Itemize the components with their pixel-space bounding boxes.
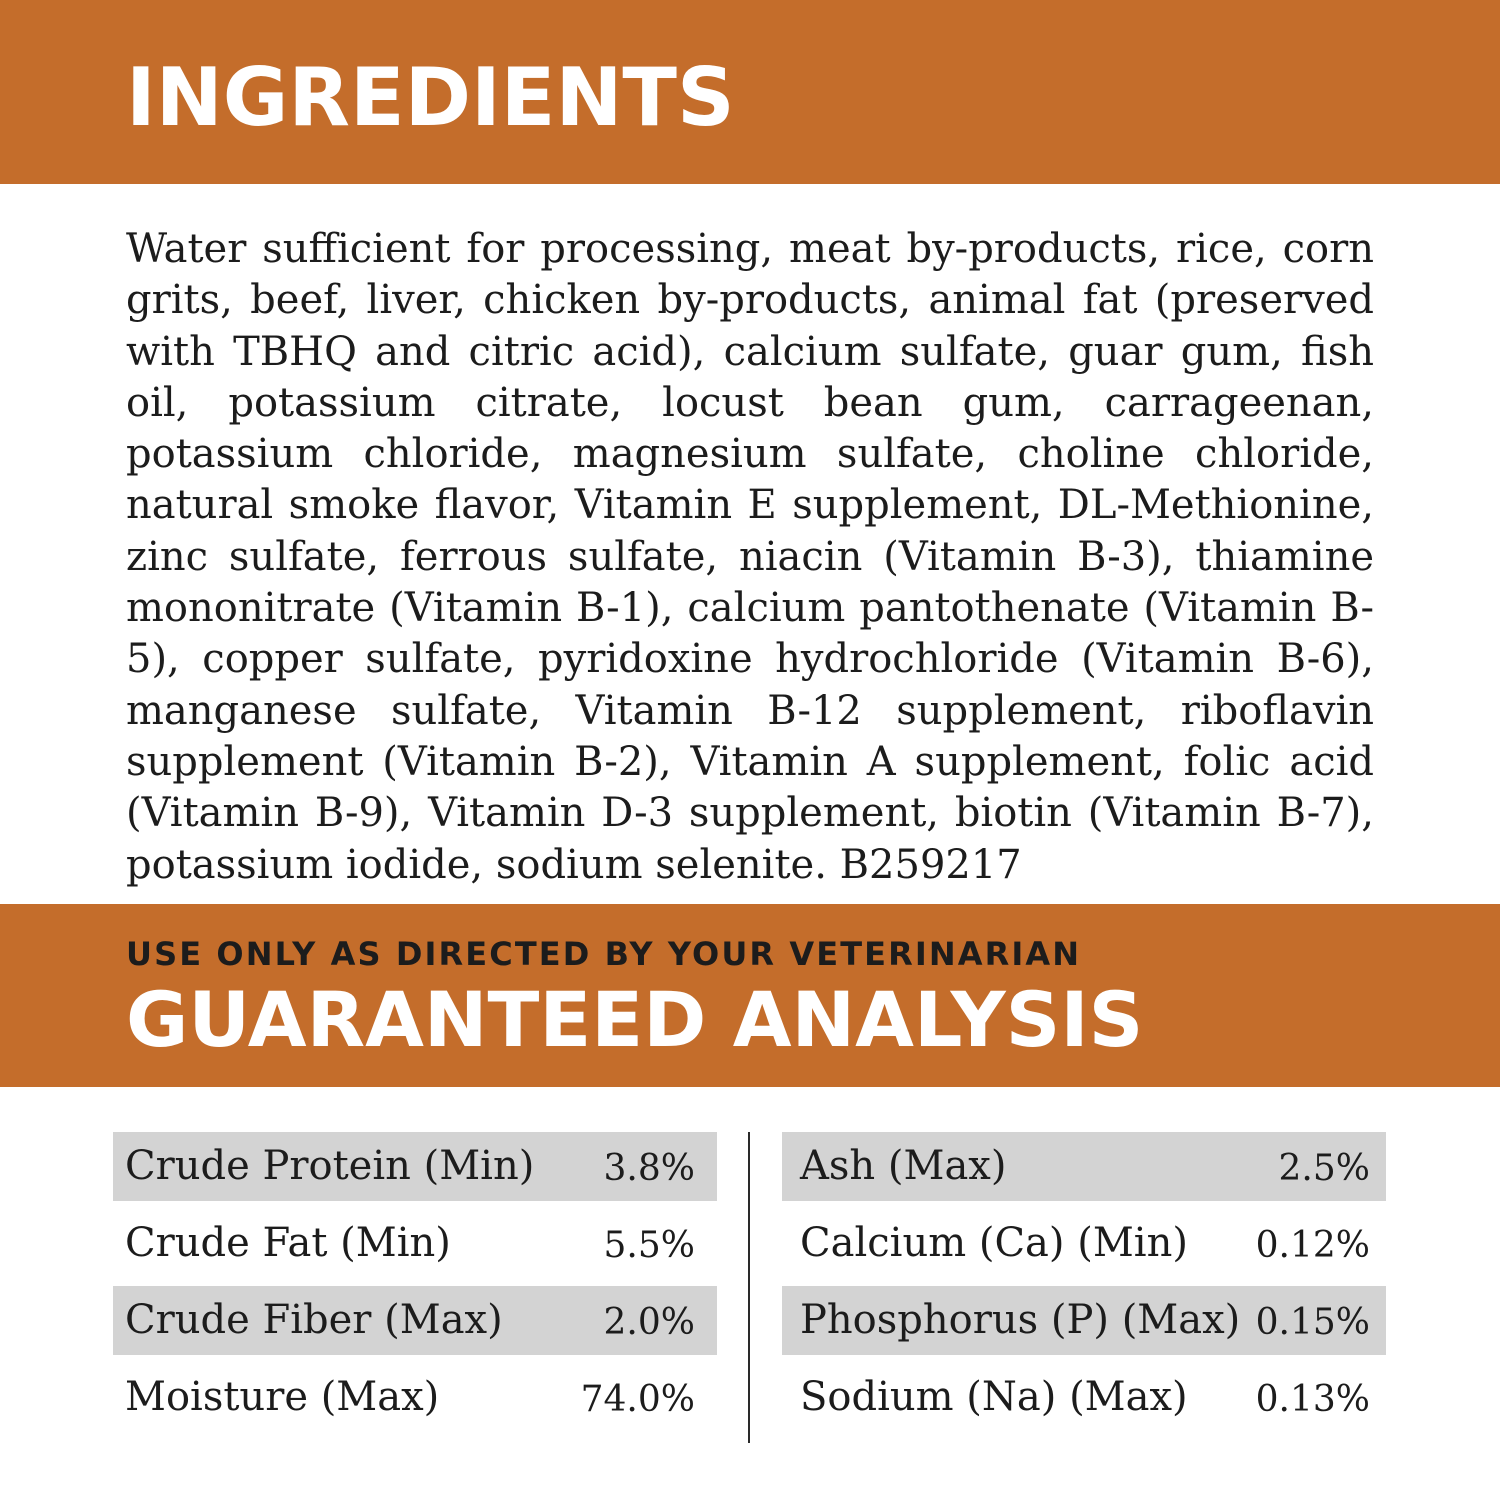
analysis-row (113, 1132, 717, 1201)
nutrient-label: Phosphorus (P) (Max) (800, 1297, 1241, 1343)
nutrient-label: Ash (Max) (800, 1143, 1007, 1189)
veterinarian-directions-note: USE ONLY AS DIRECTED BY YOUR VETERINARIAN (126, 935, 1082, 973)
analysis-column-left (113, 1132, 717, 1440)
nutrient-value: 0.15% (1255, 1302, 1370, 1343)
nutrient-label: Crude Fat (Min) (125, 1220, 451, 1266)
nutrient-value: 74.0% (580, 1379, 695, 1420)
analysis-row (782, 1209, 1386, 1278)
guaranteed-analysis-title: GUARANTEED ANALYSIS (126, 975, 1144, 1064)
analysis-row (782, 1286, 1386, 1355)
column-divider (748, 1132, 750, 1443)
nutrient-label: Crude Protein (Min) (125, 1143, 535, 1189)
nutrient-label: Calcium (Ca) (Min) (800, 1220, 1188, 1266)
nutrient-value: 2.5% (1278, 1148, 1370, 1189)
nutrient-value: 3.8% (603, 1148, 695, 1189)
nutrient-value: 0.12% (1255, 1225, 1370, 1266)
nutrient-value: 5.5% (603, 1225, 695, 1266)
analysis-row (113, 1209, 717, 1278)
nutrient-label: Sodium (Na) (Max) (800, 1374, 1188, 1420)
ingredients-list: Water sufficient for processing, meat by-products, rice, corn grits, beef, liver, chicken by-products, animal fat (preserved with TBHQ and citric acid), calcium sulfate, guar gum, fish oil, potassium citrate, locust bean gum, carrageenan, potassium chloride, magnesium sulfate, choline chloride, natural smoke flavor, Vitamin E supplement, DL-Methionine, zinc sulfate, ferrous sulfate, niacin (Vitamin B-3), thiamine mononitrate (Vitamin B-1), calcium pantothenate (Vitamin B-5), copper sulfate, pyridoxine hydrochloride (Vitamin B-6), manganese sulfate, Vitamin B-12 supplement, riboflavin supplement (Vitamin B-2), Vitamin A supplement, folic acid (Vitamin B-9), Vitamin D-3 supplement, biotin (Vitamin B-7), potassium iodide, sodium selenite. B259217 (126, 226, 1374, 888)
nutrient-label: Crude Fiber (Max) (125, 1297, 503, 1343)
ingredients-title: INGREDIENTS (126, 51, 735, 144)
analysis-row (782, 1363, 1386, 1432)
analysis-row (113, 1363, 717, 1432)
nutrient-label: Moisture (Max) (125, 1374, 440, 1420)
nutrient-value: 2.0% (603, 1302, 695, 1343)
analysis-row (782, 1132, 1386, 1201)
nutrient-value: 0.13% (1255, 1379, 1370, 1420)
analysis-column-right (782, 1132, 1386, 1440)
analysis-row (113, 1286, 717, 1355)
